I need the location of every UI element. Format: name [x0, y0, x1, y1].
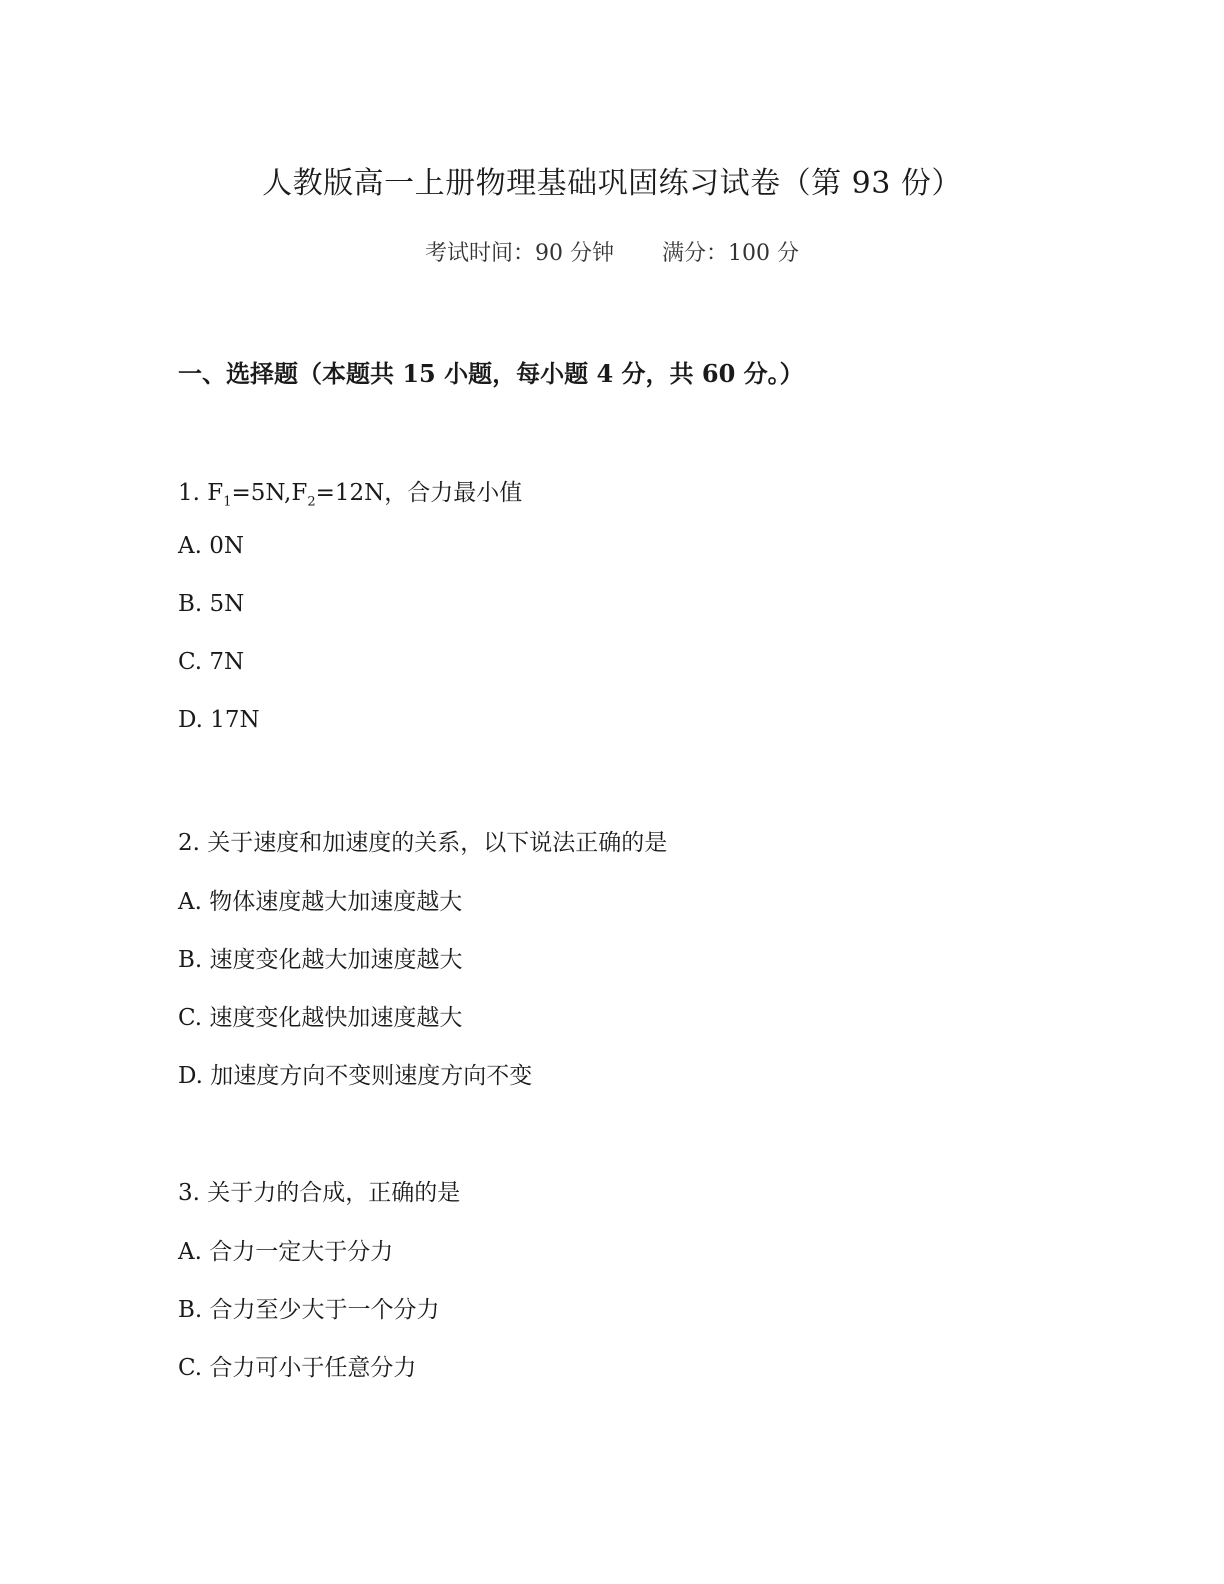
question-1-stem [178, 474, 522, 510]
question-3-option-b: B. 合力至少大于一个分力 [178, 1297, 440, 1323]
q1-subscript-2: 2 [307, 494, 316, 510]
q1-stem-prefix: 1. F [178, 480, 224, 506]
section-heading: 一、选择题（本题共 15 小题，每小题 4 分，共 60 分。） [178, 359, 804, 388]
full-score: 满分：100 分 [662, 241, 799, 266]
question-2-option-d: D. 加速度方向不变则速度方向不变 [178, 1063, 533, 1089]
q1-stem-mid: =5N,F [231, 480, 308, 506]
question-1-option-a: A. 0N [178, 533, 244, 559]
question-3-option-c: C. 合力可小于任意分力 [178, 1355, 417, 1381]
question-3-option-a: A. 合力一定大于分力 [178, 1239, 394, 1265]
question-2-option-b: B. 速度变化越大加速度越大 [178, 947, 463, 973]
page-title: 人教版高一上册物理基础巩固练习试卷（第 93 份） [262, 166, 962, 201]
question-1-option-c: C. 7N [178, 649, 245, 675]
q1-subscript-1: 1 [223, 494, 232, 510]
question-3-stem: 3. 关于力的合成，正确的是 [178, 1180, 461, 1206]
exam-meta [0, 236, 1224, 267]
question-1-option-b: B. 5N [178, 591, 245, 617]
question-2-option-a: A. 物体速度越大加速度越大 [178, 889, 463, 915]
question-2-option-c: C. 速度变化越快加速度越大 [178, 1005, 463, 1031]
question-1-option-d: D. 17N [178, 707, 260, 733]
exam-time: 考试时间：90 分钟 [425, 241, 614, 266]
question-2-stem: 2. 关于速度和加速度的关系，以下说法正确的是 [178, 830, 668, 856]
q1-stem-suffix: =12N，合力最小值 [315, 480, 523, 506]
